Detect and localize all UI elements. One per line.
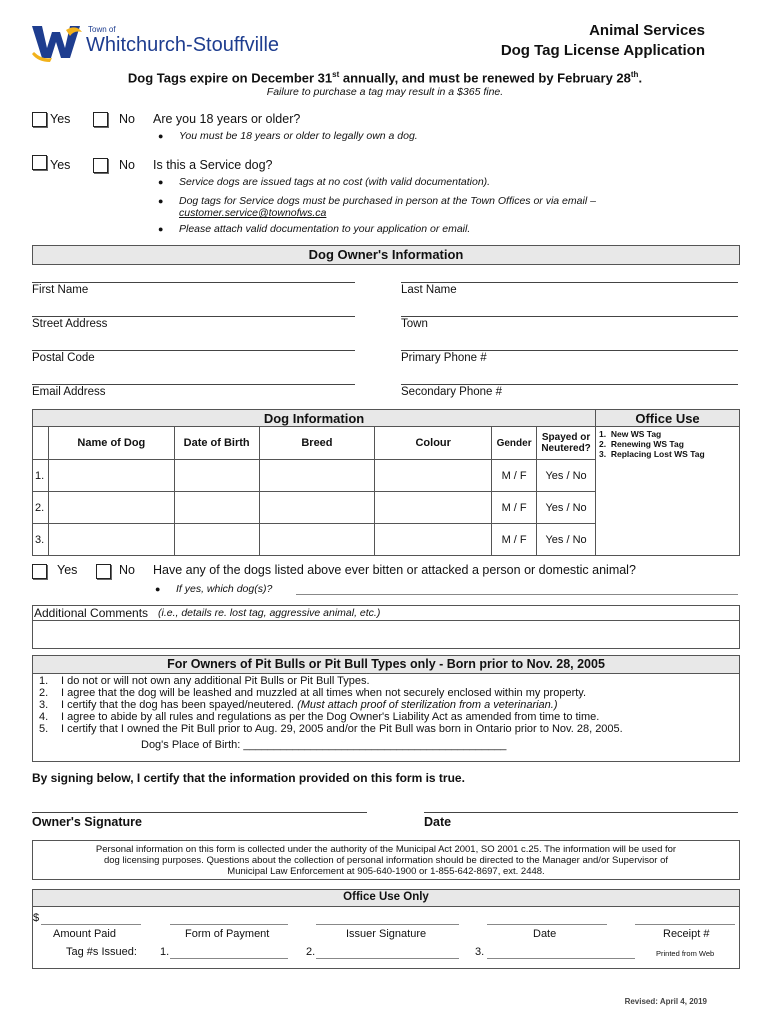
q2-no-checkbox[interactable] (93, 158, 108, 173)
dog-name-cell[interactable] (48, 524, 174, 556)
pitbull-item-num: 2. (39, 687, 49, 699)
dog-info-heading: Dog Information (33, 410, 596, 427)
office-use-heading: Office Use (596, 410, 740, 427)
owner-info-header (32, 245, 740, 265)
email-label: Email Address (32, 386, 106, 398)
breed-cell[interactable] (259, 460, 375, 492)
colour-cell[interactable] (375, 492, 492, 524)
bullet-icon: ● (158, 224, 164, 234)
pitbull-section (32, 655, 740, 762)
expiry-sup-2: th (630, 70, 639, 79)
postal-line[interactable] (32, 350, 355, 351)
primary-phone-line[interactable] (401, 350, 738, 351)
pitbull-header (33, 656, 739, 674)
pitbull-item-num: 1. (39, 675, 49, 687)
ws-logo-mark (30, 22, 84, 62)
bite-yes-checkbox[interactable] (32, 564, 47, 579)
expiry-sup-1: st (332, 70, 340, 79)
dog-name-cell[interactable] (48, 460, 174, 492)
q1-bullet: You must be 18 years or older to legally own a dog. (179, 130, 418, 142)
logo-main-text: Whitchurch-Stouffville (86, 34, 280, 56)
pitbull-birthplace[interactable]: Dog's Place of Birth: ___________________________________________ (141, 739, 507, 751)
revised-date: Revised: April 4, 2019 (624, 997, 707, 1006)
pitbull-item: I agree to abide by all rules and regulations as per the Dog Owner's Liability Act as amended from time to time. (61, 711, 600, 723)
town-logo (30, 22, 300, 64)
comments-label: Additional Comments (34, 606, 149, 620)
bullet-icon: ● (158, 196, 164, 206)
comments-box[interactable] (32, 605, 740, 649)
pitbull-item-num: 3. (39, 699, 49, 711)
q1-no-checkbox[interactable] (93, 112, 108, 127)
primary-phone-label: Primary Phone # (401, 352, 487, 364)
office-item-2: 2. Renewing WS Tag (599, 439, 684, 449)
row-num: 3. (33, 524, 49, 556)
q2-bullet-1: Service dogs are issued tags at no cost (with valid documentation). (179, 176, 491, 188)
issuer-signature-label: Issuer Signature (346, 928, 427, 940)
bullet-icon: ● (158, 131, 164, 141)
date-label: Date (424, 815, 452, 829)
col-date-of-birth: Date of Birth (174, 427, 259, 460)
expiry-text-2: annually, and must be renewed by February 28 (339, 70, 631, 86)
office-use-cell (596, 427, 740, 556)
bullet-icon: ● (158, 177, 164, 187)
q2-question: Is this a Service dog? (153, 158, 273, 172)
privacy-line-2: dog licensing purposes. Questions about the collection of personal information should be directed to the Manager and/or Supervisor of (103, 855, 668, 866)
tag-3-label: 3. (475, 946, 485, 958)
pitbull-item-3-italic: (Must attach proof of sterilization from a veterinarian.) (297, 699, 558, 711)
certify-text: By signing below, I certify that the information provided on this form is true. (32, 771, 465, 785)
dob-cell[interactable] (174, 524, 259, 556)
issuer-line[interactable] (316, 924, 459, 925)
service-email-link[interactable]: customer.service@townofws.ca (179, 207, 327, 219)
spayed-cell[interactable]: Yes / No (537, 524, 596, 556)
dollar-sign: $ (33, 912, 40, 924)
gender-cell[interactable]: M / F (492, 460, 537, 492)
tag-1-line[interactable] (170, 958, 288, 959)
breed-cell[interactable] (259, 524, 375, 556)
bite-question: Have any of the dogs listed above ever bitten or attacked a person or domestic animal? (153, 563, 636, 577)
date-line[interactable] (424, 812, 738, 813)
bite-which-dogs-line[interactable] (296, 594, 738, 595)
col-colour: Colour (375, 427, 492, 460)
gender-cell[interactable]: M / F (492, 524, 537, 556)
email-line[interactable] (32, 384, 355, 385)
col-spayed: Spayed or Neutered? (537, 427, 596, 460)
pitbull-item: I do not or will not own any additional Pit Bulls or Pit Bull Types. (61, 675, 370, 687)
pitbull-item-num: 4. (39, 711, 49, 723)
dog-info-table (32, 409, 740, 556)
tag-2-line[interactable] (316, 958, 459, 959)
num-header (33, 427, 49, 460)
pitbull-item: I certify that I owned the Pit Bull prior to Aug. 29, 2005 and/or the Pit Bull was born in Ontario prior to Nov. 28, 2005. (61, 723, 623, 735)
tags-issued-label: Tag #s Issued: (66, 946, 137, 958)
q2-bullet-2: Dog tags for Service dogs must be purchased in person at the Town Offices or via email – (179, 195, 596, 207)
street-line[interactable] (32, 316, 355, 317)
office-use-only-box (32, 889, 740, 969)
privacy-notice (32, 840, 740, 880)
expiry-text-3: . (638, 70, 643, 86)
colour-cell[interactable] (375, 524, 492, 556)
office-only-heading: Office Use Only (343, 891, 429, 903)
pitbull-heading: For Owners of Pit Bulls or Pit Bull Types only - Born prior to Nov. 28, 2005 (167, 657, 605, 671)
q1-yes-label: Yes (50, 112, 71, 126)
pitbull-item-3-text: I certify that the dog has been spayed/neutered. (61, 699, 298, 711)
secondary-phone-line[interactable] (401, 384, 738, 385)
pitbull-item-num: 5. (39, 723, 49, 735)
payment-line[interactable] (170, 924, 288, 925)
fine-notice: Failure to purchase a tag may result in a $365 fine. (266, 86, 504, 98)
q1-no-label: No (119, 112, 135, 126)
owner-signature-line[interactable] (32, 812, 367, 813)
tag-3-line[interactable] (487, 958, 635, 959)
town-label: Town (401, 318, 428, 330)
q2-yes-checkbox[interactable] (32, 155, 47, 170)
expiry-text-1: Dog Tags expire on December 31 (127, 70, 333, 86)
col-breed: Breed (259, 427, 375, 460)
breed-cell[interactable] (259, 492, 375, 524)
col-gender: Gender (492, 427, 537, 460)
row-num: 1. (33, 460, 49, 492)
last-name-line[interactable] (401, 282, 738, 283)
secondary-phone-label: Secondary Phone # (401, 386, 503, 398)
q1-question: Are you 18 years or older? (153, 112, 301, 126)
col-name-of-dog: Name of Dog (48, 427, 174, 460)
last-name-label: Last Name (401, 284, 457, 296)
owner-info-heading: Dog Owner's Information (308, 247, 464, 262)
tag-1-label: 1. (160, 946, 170, 958)
amount-line[interactable] (41, 924, 141, 925)
office-date-line[interactable] (487, 924, 607, 925)
office-item-3: 3. Replacing Lost WS Tag (599, 449, 705, 459)
page-title-line2: Dog Tag License Application (500, 42, 705, 59)
amount-paid-label: Amount Paid (53, 928, 116, 940)
tag-2-label: 2. (306, 946, 316, 958)
spayed-cell[interactable]: Yes / No (537, 492, 596, 524)
receipt-line[interactable] (635, 924, 735, 925)
street-label: Street Address (32, 318, 108, 330)
row-num: 2. (33, 492, 49, 524)
q2-yes-label: Yes (50, 158, 71, 172)
q1-yes-checkbox[interactable] (32, 112, 47, 127)
dog-name-cell[interactable] (48, 492, 174, 524)
bite-no-label: No (119, 563, 135, 577)
bite-no-checkbox[interactable] (96, 564, 111, 579)
q2-no-label: No (119, 158, 135, 172)
form-of-payment-label: Form of Payment (185, 928, 270, 940)
receipt-label: Receipt # (663, 928, 710, 940)
comments-label-row (33, 606, 739, 621)
dob-cell[interactable] (174, 492, 259, 524)
expiry-notice (0, 70, 770, 85)
gender-cell[interactable]: M / F (492, 492, 537, 524)
printed-from-web: Printed from Web (656, 949, 715, 958)
bite-yes-label: Yes (57, 563, 78, 577)
pitbull-item: I agree that the dog will be leashed and muzzled at all times when not securely enclosed within my property. (61, 687, 587, 699)
q2-bullet-3: Please attach valid documentation to your application or email. (179, 223, 471, 235)
office-date-label: Date (533, 928, 557, 940)
office-only-header (33, 890, 739, 907)
spayed-cell[interactable]: Yes / No (537, 460, 596, 492)
privacy-line-3: Municipal Law Enforcement at 905-640-1900 or 1-855-642-8697, ext. 2448. (227, 866, 545, 877)
owner-signature-label: Owner's Signature (32, 815, 142, 829)
first-name-line[interactable] (32, 282, 355, 283)
logo-small-text: Town of (88, 25, 116, 34)
bite-if-yes: If yes, which dog(s)? (176, 583, 273, 595)
privacy-line-1: Personal information on this form is collected under the authority of the Municipal Act 2001, SO 2001 c.25. The information will be used for (95, 844, 677, 855)
bullet-icon: ● (155, 584, 161, 594)
comments-hint: (i.e., details re. lost tag, aggressive animal, etc.) (158, 607, 381, 619)
dob-cell[interactable] (174, 460, 259, 492)
pitbull-item-3 (61, 699, 558, 711)
town-line[interactable] (401, 316, 738, 317)
page-title-line1: Animal Services (589, 22, 705, 39)
postal-label: Postal Code (32, 352, 95, 364)
colour-cell[interactable] (375, 460, 492, 492)
office-item-1: 1. New WS Tag (599, 429, 662, 439)
first-name-label: First Name (32, 284, 89, 296)
